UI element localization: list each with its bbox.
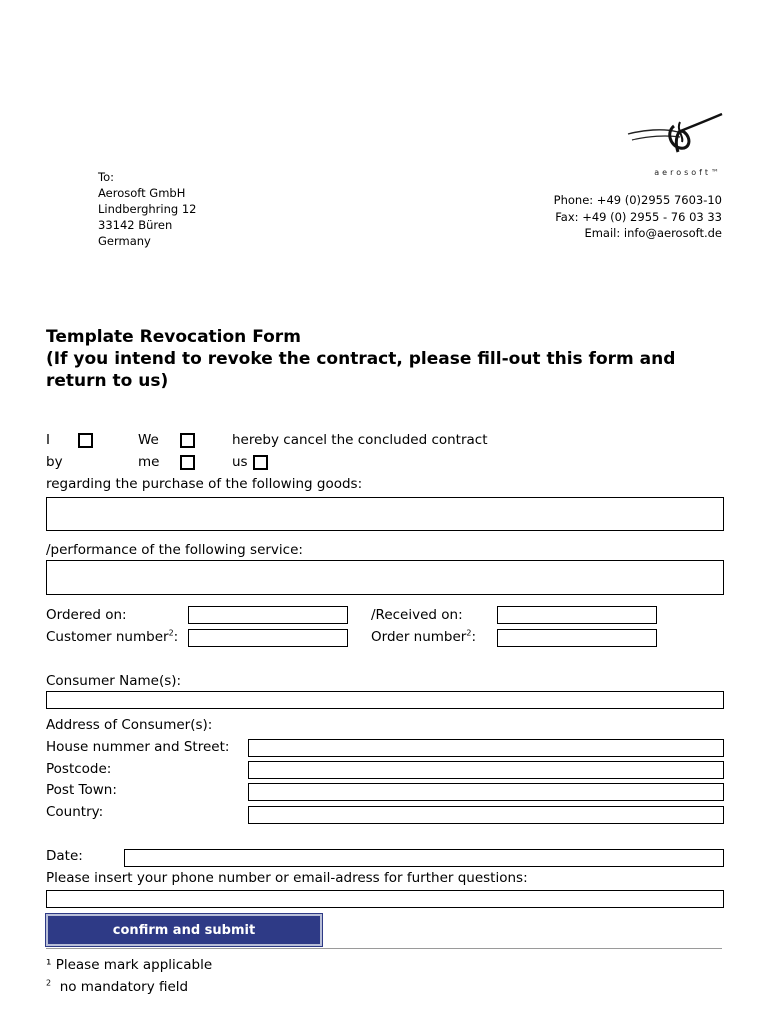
label-post-town: Post Town: — [46, 782, 117, 798]
recipient-to: To: — [98, 170, 114, 184]
form-title-line3: return to us) — [46, 371, 169, 391]
brand-wordmark: aerosoft™ — [654, 168, 722, 177]
checkbox-me[interactable] — [180, 455, 195, 470]
label-house-street: House nummer and Street: — [46, 739, 230, 755]
label-cancel-contract: hereby cancel the concluded contract — [232, 432, 488, 448]
recipient-street: Lindberghring 12 — [98, 202, 197, 216]
label-service: /performance of the following service: — [46, 542, 303, 558]
label-date: Date: — [46, 848, 83, 864]
recipient-city: 33142 Büren — [98, 218, 173, 232]
order-number-text: Order number — [371, 629, 467, 645]
postcode-input[interactable] — [248, 761, 724, 779]
checkbox-i[interactable] — [78, 433, 93, 448]
footnote-mark: 2 — [168, 628, 174, 638]
label-country: Country: — [46, 804, 104, 820]
label-goods: regarding the purchase of the following goods: — [46, 476, 363, 492]
date-input[interactable] — [124, 849, 724, 867]
received-on-input[interactable] — [497, 606, 657, 624]
form-title-line2: (If you intend to revoke the contract, please fill-out this form and — [46, 349, 676, 369]
recipient-company: Aerosoft GmbH — [98, 186, 186, 200]
label-me: me — [138, 454, 160, 470]
footnote-mark: 2 — [466, 628, 472, 638]
label-we: We — [138, 432, 159, 448]
recipient-address — [98, 169, 196, 249]
label-received-on: /Received on: — [371, 607, 463, 623]
phone-email-input[interactable] — [46, 890, 724, 908]
customer-number-text: Customer number — [46, 629, 169, 645]
house-street-input[interactable] — [248, 739, 724, 757]
footnote-divider — [46, 948, 722, 949]
label-contact-prompt: Please insert your phone number or email-adress for further questions: — [46, 870, 528, 886]
label-ordered-on: Ordered on: — [46, 607, 127, 623]
contact-fax: Fax: +49 (0) 2955 - 76 03 33 — [555, 209, 722, 224]
goods-input[interactable] — [46, 497, 724, 531]
customer-number-input[interactable] — [188, 629, 348, 647]
contact-email: Email: info@aerosoft.de — [584, 226, 722, 240]
checkbox-we[interactable] — [180, 433, 195, 448]
colon: : — [173, 629, 179, 645]
order-number-input[interactable] — [497, 629, 657, 647]
contact-phone: Phone: +49 (0)2955 7603-10 — [553, 193, 722, 207]
colon: : — [471, 629, 476, 645]
label-order-number — [371, 628, 476, 646]
confirm-submit-button[interactable]: confirm and submit — [46, 914, 322, 946]
checkbox-us[interactable] — [253, 455, 268, 470]
label-i: I — [46, 432, 50, 448]
aerosoft-logo-icon — [618, 110, 728, 162]
label-address-heading: Address of Consumer(s): — [46, 717, 213, 733]
label-consumer-names: Consumer Name(s): — [46, 673, 182, 689]
form-title — [46, 326, 675, 392]
aerosoft-logo — [618, 110, 728, 180]
consumer-names-input[interactable] — [46, 691, 724, 709]
recipient-country: Germany — [98, 234, 151, 248]
footnote-1: ¹ Please mark applicable — [46, 957, 213, 973]
country-input[interactable] — [248, 806, 724, 824]
footnote-2-text: no mandatory field — [59, 979, 189, 995]
footnote-2-mark: 2 — [46, 978, 52, 988]
label-by: by — [46, 454, 63, 470]
label-us: us — [232, 454, 248, 470]
label-postcode: Postcode: — [46, 761, 112, 777]
service-input[interactable] — [46, 560, 724, 595]
contact-block — [554, 192, 722, 242]
post-town-input[interactable] — [248, 783, 724, 801]
ordered-on-input[interactable] — [188, 606, 348, 624]
label-customer-number — [46, 628, 178, 646]
form-title-line1: Template Revocation Form — [46, 327, 301, 347]
footnote-2 — [46, 978, 188, 996]
